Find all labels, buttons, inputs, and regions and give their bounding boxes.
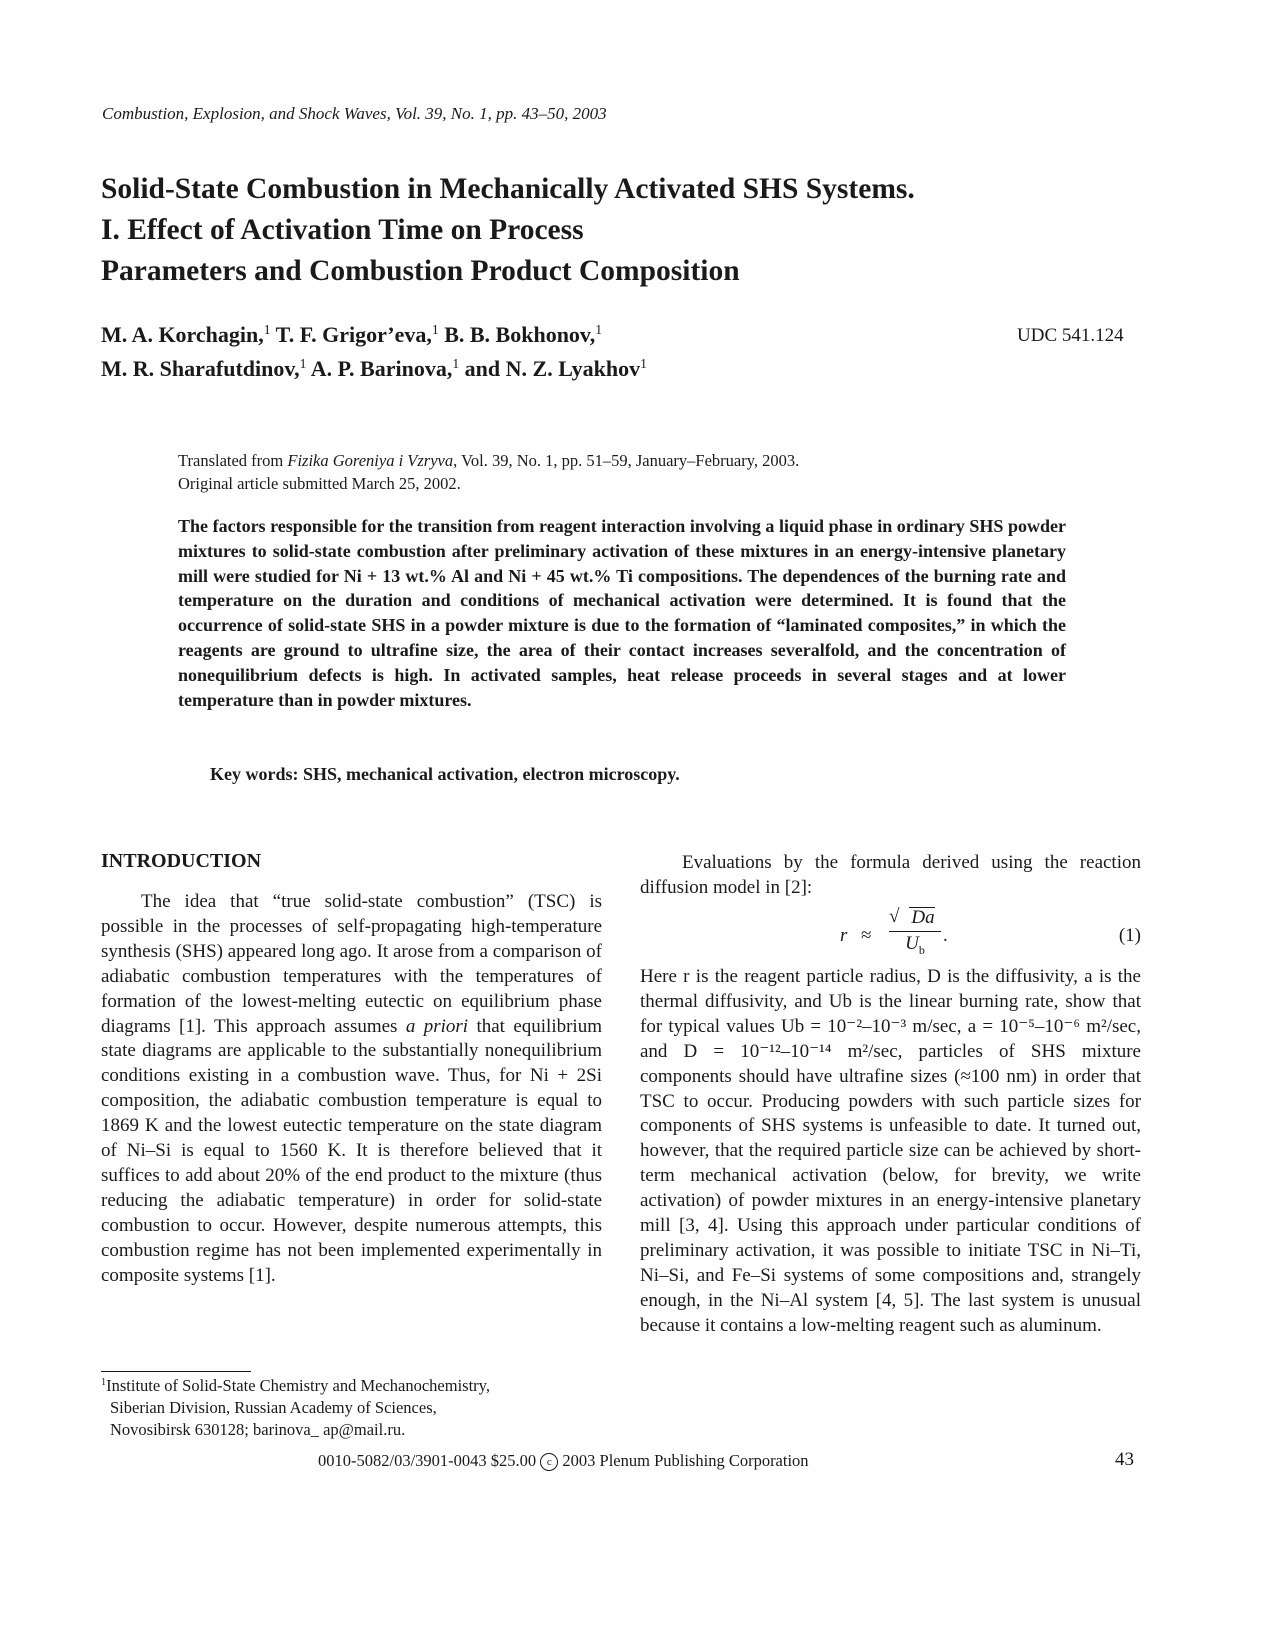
- section-heading-introduction: INTRODUCTION: [101, 850, 262, 872]
- issn-price: 0010-5082/03/3901-0043 $25.00: [318, 1451, 541, 1470]
- author-line-1: [101, 318, 647, 352]
- right-paragraph-intro: Evaluations by the formula derived using the reaction diffusion model in [2]:: [640, 852, 1141, 898]
- intro-emphasis: a priori: [405, 1015, 469, 1037]
- equation-period: .: [943, 925, 948, 946]
- affiliation-mark: 1: [299, 355, 307, 371]
- footnote-line-3: Novosibirsk 630128; barinova_ ap@mail.ru.: [110, 1420, 406, 1439]
- copyright-icon: c: [540, 1453, 558, 1471]
- equation-numerator: Da: [911, 907, 935, 928]
- journal-citation: Combustion, Explosion, and Shock Waves, Vol. 39, No. 1, pp. 43–50, 2003: [102, 104, 607, 123]
- keywords: Key words: SHS, mechanical activation, electron microscopy.: [210, 764, 680, 784]
- equation-relation: ≈: [861, 925, 872, 946]
- affiliation-mark: 1: [640, 355, 647, 371]
- affiliation-mark: 1: [431, 321, 439, 337]
- translation-suffix: , Vol. 39, No. 1, pp. 51–59, January–February, 2003.: [453, 451, 800, 470]
- footnote-text: Institute of Solid-State Chemistry and Mechanochemistry,: [106, 1376, 490, 1395]
- intro-text-part-2: that equilibrium state diagrams are applicable to the substantially nonequilibrium conditions existing in a combustion wave. Thus, for Ni + 2Si composition, the adiabatic combustion temperature is equal to 1869 K and the lowest eutectic temperature on the state diagram of Ni–Si is equal to 1560 K. It is therefore believed that it suffices to add about 20% of the end product to the mixture (thus reducing the adiabatic temperature) in order for solid-state combustion to occur. However, despite numerous attempts, this combustion regime has not been implemented experimentally in composite systems [1].: [101, 1015, 602, 1286]
- translation-note: [178, 449, 799, 495]
- affiliation-mark: 1: [263, 321, 271, 337]
- page-footer: [318, 1451, 809, 1471]
- publisher: 2003 Plenum Publishing Corporation: [558, 1451, 809, 1470]
- equation-fraction: [889, 907, 941, 958]
- udc-code: UDC 541.124: [1017, 325, 1124, 346]
- footnote-line-2: Siberian Division, Russian Academy of Sciences,: [110, 1398, 437, 1417]
- intro-paragraph-1: [101, 890, 602, 1289]
- sqrt-sign: √: [889, 906, 900, 927]
- right-paragraph-main: Here r is the reagent particle radius, D is the diffusivity, a is the thermal diffusivity, and Ub is the linear burning rate, show that for typical values Ub = 10⁻²–10⁻³ m/sec, a = 10⁻⁵–10⁻⁶ m²/sec, and D = 10⁻¹²–10⁻¹⁴ m²/sec, particles of SHS mixture components should have ultrafine sizes (≈100 nm) in order that TSC to occur. Producing powders with such particle sizes for components of SHS systems is unfeasible to date. It turned out, however, that the required particle size can be achieved by short-term mechanical activation (below, for brevity, we write activation) of powder mixtures in an energy-intensive planetary mill [3, 4]. Using this approach under particular conditions of preliminary activation, it was possible to initiate TSC in Ni–Ti, Ni–Si, and Fe–Si systems of some compositions and, strangely enough, in the Ni–Al system [4, 5]. The last system is unusual because it contains a low-melting reagent such as aluminum.: [640, 966, 1141, 1336]
- submission-date: Original article submitted March 25, 2002.: [178, 474, 461, 493]
- equation-1: [640, 907, 1141, 967]
- author-list: [101, 318, 647, 386]
- translation-prefix: Translated from: [178, 451, 288, 470]
- footnote-rule: [101, 1371, 251, 1372]
- denominator-subscript: b: [918, 942, 925, 957]
- author-name: M. R. Sharafutdinov,: [101, 356, 300, 381]
- footnote: [101, 1375, 490, 1441]
- title-line-1: Solid-State Combustion in Mechanically Activated SHS Systems.: [101, 173, 915, 205]
- equation-denominator: [889, 931, 941, 958]
- denominator-symbol: U: [905, 933, 919, 954]
- author-name: and N. Z. Lyakhov: [459, 356, 641, 381]
- equation-numerator-group: [889, 907, 941, 929]
- intro-text-part-1: The idea that “true solid-state combustion” (TSC) is possible in the processes of self-propagating high-temperature synthesis (SHS) appeared long ago. It arose from a comparison of adiabatic combustion temperatures with the temperatures of formation of the lowest-melting eutectic on equilibrium phase diagrams [1]. This approach assumes: [101, 891, 602, 1037]
- affiliation-mark: 1: [595, 321, 603, 337]
- author-name: M. A. Korchagin,: [101, 322, 264, 347]
- page-number: 43: [1115, 1449, 1134, 1470]
- author-name: A. P. Barinova,: [306, 356, 453, 381]
- translation-source-line: [178, 449, 799, 472]
- abstract: The factors responsible for the transition from reagent interaction involving a liquid phase in ordinary SHS powder mixtures to solid-state combustion after preliminary activation of these mixtures in an energy-intensive planetary mill were studied for Ni + 13 wt.% Al and Ni + 45 wt.% Ti compositions. The dependences of the burning rate and temperature on the duration and conditions of mechanical activation were determined. It is found that the occurrence of solid-state SHS in a powder mixture is due to the formation of “laminated composites,” in which the reagents are ground to ultrafine size, the area of their contact increases severalfold, and the concentration of nonequilibrium defects is high. In activated samples, heat release proceeds in several stages and at lower temperature than in powder mixtures.: [178, 516, 1066, 710]
- paper-title: [101, 169, 915, 292]
- equation-number: (1): [1118, 925, 1141, 946]
- author-line-2: [101, 352, 647, 386]
- original-journal-name: Fizika Goreniya i Vzryva: [287, 451, 454, 470]
- equation-lhs: r: [840, 925, 848, 946]
- title-line-2: I. Effect of Activation Time on Process: [101, 214, 584, 246]
- title-line-3: Parameters and Combustion Product Composition: [101, 255, 740, 287]
- footnote-mark: 1: [101, 1376, 107, 1388]
- author-name: B. B. Bokhonov,: [438, 322, 596, 347]
- footnote-line-1: [101, 1375, 490, 1397]
- affiliation-mark: 1: [452, 355, 460, 371]
- author-name: T. F. Grigor’eva,: [270, 322, 432, 347]
